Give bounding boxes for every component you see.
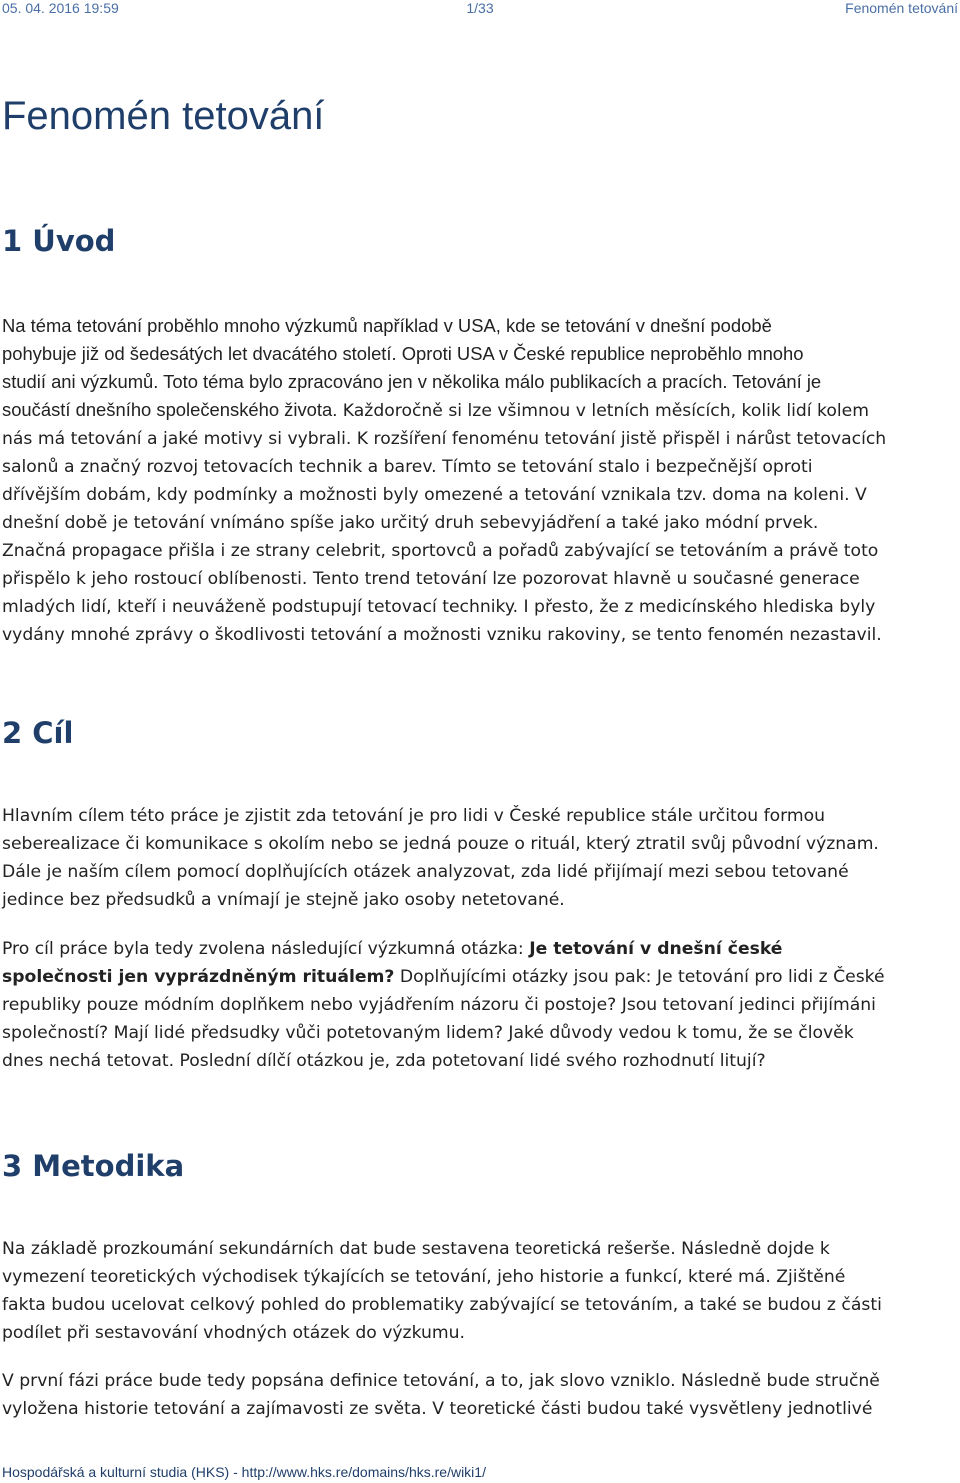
paragraph-line: jedince bez předsudků a vnímají je stejně jako osoby netetované. <box>2 890 565 910</box>
paragraph-line <box>2 963 958 991</box>
research-question: Je tetování v dnešní české <box>529 939 783 959</box>
paragraph-line: vyložena historie tetování a zajímavosti ze světa. V teoretické části budou také vysvětleny jednotlivé <box>2 1399 873 1419</box>
paragraph-line: vymezení teoretických východisek týkajících se tetování, jeho historie a funkcí, které má. Zjištěné <box>2 1267 846 1287</box>
paragraph-line: studií ani výzkumů. Toto téma bylo zpracováno jen v několika málo publikacích a pracích. Tetování je <box>2 371 822 392</box>
paragraph-line: společností? Mají lidé předsudky vůči potetovaným lidem? Jaké důvody vedou k tomu, že se člověk <box>2 1023 854 1043</box>
paragraph-line: vydány mnohé zprávy o škodlivosti tetování a možnosti vzniku rakoviny, se tento fenomén nezastavil. <box>2 625 882 645</box>
section-heading-uvod: 1 Úvod <box>2 224 116 258</box>
paragraph-line: V první fázi práce bude tedy popsána definice tetování, a to, jak slovo vzniklo. Následně bude stručně <box>2 1371 880 1391</box>
header-doc-title: Fenomén tetování <box>845 0 958 16</box>
paragraph-text: součástí dnešního společenského života. <box>2 399 338 420</box>
paragraph-line: dnešní době je tetování vnímáno spíše jako určitý druh sebevyjádření a také jako módní prvek. <box>2 513 819 533</box>
page-number: 1/33 <box>466 0 494 16</box>
paragraph-line: seberealizace či komunikace s okolím nebo se jedná pouze o rituál, který ztratil svůj původní význam. <box>2 834 879 854</box>
goal-paragraph <box>2 802 958 914</box>
paragraph-line: přispělo k jeho rostoucí oblíbenosti. Tento trend tetování lze pozorovat hlavně u současné generace <box>2 569 860 589</box>
paragraph-line: Na téma tetování proběhlo mnoho výzkumů například v USA, kde se tetování v dnešní podobě <box>2 315 772 336</box>
paragraph-line: dřívějším dobám, kdy podmínky a možnosti byly omezené a tetování vznikala tzv. doma na koleni. V <box>2 485 867 505</box>
paragraph-line: Dále je naším cílem pomocí doplňujících otázek analyzovat, zda lidé přijímají mezi sebou tetované <box>2 862 849 882</box>
paragraph-line: nás má tetování a jaké motivy si vybrali. K rozšíření fenoménu tetování jistě přispěl i nárůst tetovacích <box>2 429 887 449</box>
paragraph-line: dnes nechá tetovat. Poslední dílčí otázkou je, zda potetovaní lidé svého rozhodnutí litují? <box>2 1051 766 1071</box>
paragraph-line: pohybuje již od šedesátých let dvacátého století. Oproti USA v České republice neproběhlo mnoho <box>2 343 804 364</box>
paragraph-text: Každoročně si lze všimnou v letních měsících, kolik lidí kolem <box>337 401 869 421</box>
page-footer: Hospodářská a kulturní studia (HKS) - http://www.hks.re/domains/hks.re/wiki1/ <box>2 1464 486 1480</box>
research-question: společnosti jen vyprázdněným rituálem? <box>2 967 395 987</box>
paragraph-line: fakta budou ucelovat celkový pohled do problematiky zabývající se tetováním, a také se budou z části <box>2 1295 882 1315</box>
page-title: Fenomén tetování <box>2 94 325 138</box>
research-question-paragraph <box>2 935 958 1075</box>
paragraph-line: podílet při sestavování vhodných otázek do výzkumu. <box>2 1323 465 1343</box>
paragraph-line <box>2 935 958 963</box>
method-paragraph <box>2 1367 958 1423</box>
section-heading-metodika: 3 Metodika <box>2 1149 185 1183</box>
paragraph-line: mladých lidí, kteří i neuváženě podstupují tetovací techniky. I přesto, že z medicínského hlediska byly <box>2 597 876 617</box>
paragraph-text: Doplňujícími otázky jsou pak: Je tetování pro lidi z České <box>394 967 885 987</box>
paragraph-text: Pro cíl práce byla tedy zvolena následující výzkumná otázka: <box>2 939 530 959</box>
paragraph-line: Hlavním cílem této práce je zjistit zda tetování je pro lidi v České republice stále určitou formou <box>2 806 826 826</box>
paragraph-line <box>2 396 958 425</box>
paragraph-line: Značná propagace přišla i ze strany celebrit, sportovců a pořadů zabývající se tetováním a právě toto <box>2 541 879 561</box>
page-header <box>0 0 960 22</box>
paragraph-line: Na základě prozkoumání sekundárních dat bude sestavena teoretická rešerše. Následně dojde k <box>2 1239 830 1259</box>
print-date: 05. 04. 2016 19:59 <box>2 0 119 16</box>
paragraph-line: republiky pouze módním doplňkem nebo vyjádřením názoru či postoje? Jsou tetovaní jedinci přijímáni <box>2 995 876 1015</box>
paragraph-line: salonů a značný rozvoj tetovacích technik a barev. Tímto se tetování stalo i bezpečnější oproti <box>2 457 813 477</box>
section-heading-cil: 2 Cíl <box>2 716 74 750</box>
method-paragraph <box>2 1235 958 1347</box>
intro-paragraph <box>2 312 958 649</box>
